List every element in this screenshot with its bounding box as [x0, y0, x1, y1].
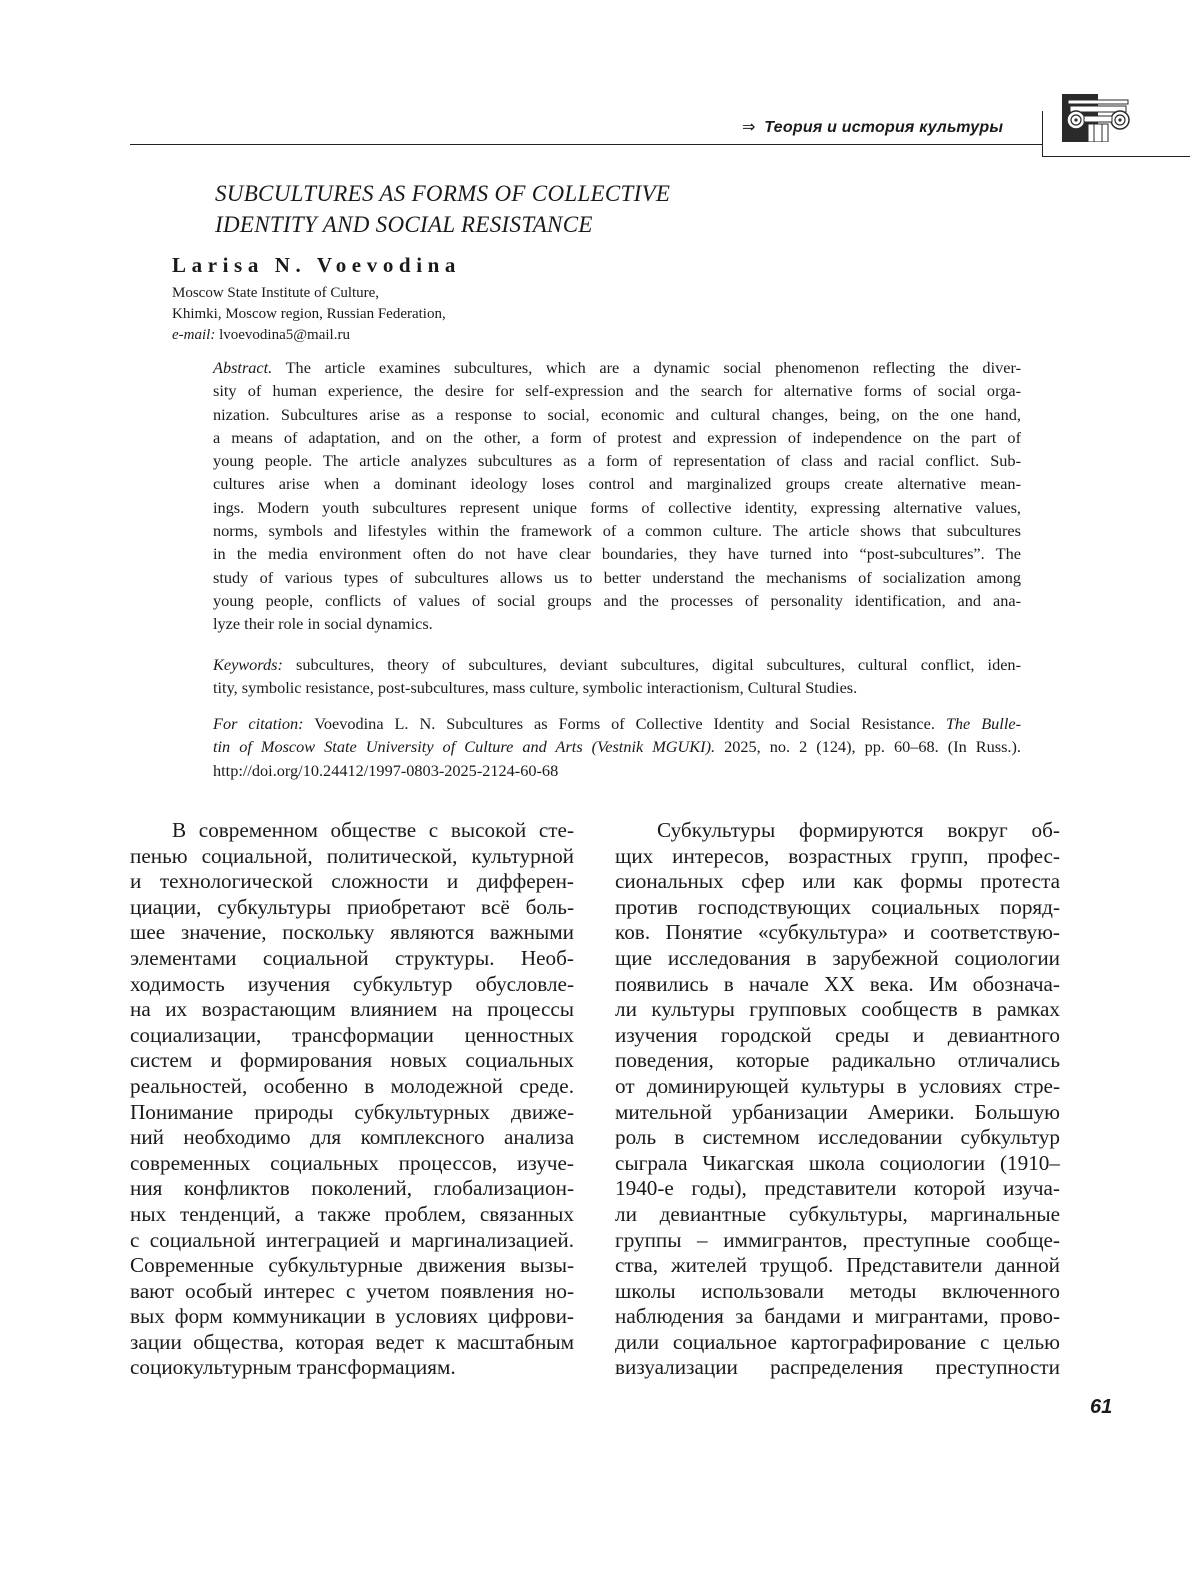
- abstract-line: sity of human experience, the desire for self-expression and the search for alternative forms of social orga-: [213, 381, 1021, 401]
- body-line: поведения, которые радикально отличались: [615, 1048, 1060, 1073]
- body-line: сиональных сфер или как формы протеста: [615, 869, 1060, 894]
- body-line: шее значение, поскольку являются важными: [130, 920, 574, 945]
- header-rule: [130, 144, 1042, 145]
- body-line: современных социальных процессов, изуче-: [130, 1150, 574, 1175]
- body-line: от доминирующей культуры в условиях стре-: [615, 1073, 1060, 1098]
- title-line: IDENTITY AND SOCIAL RESISTANCE: [215, 212, 593, 237]
- body-line: ний необходимо для комплексного анализа: [130, 1125, 574, 1150]
- abstract-line: study of various types of subcultures allows us to better understand the mechanisms of socialization among: [213, 567, 1021, 587]
- body-line: В современном обществе с высокой сте-: [172, 818, 574, 842]
- title-line: SUBCULTURES AS FORMS OF COLLECTIVE: [215, 181, 671, 206]
- page-number: 61: [1090, 1396, 1113, 1418]
- body-line: зации общества, которая ведет к масштабным: [130, 1329, 574, 1354]
- body-line: щих интересов, возрастных групп, профес-: [615, 843, 1060, 868]
- body-line: на их возрастающим влиянием на процессы: [130, 997, 574, 1022]
- body-line: группы – иммигрантов, преступные сообще-: [615, 1227, 1060, 1252]
- body-line: элементами социальной структуры. Необ-: [130, 945, 574, 970]
- header-rule-right: [1042, 156, 1190, 157]
- body-line: вых форм коммуникации в условиях цифрови-: [130, 1304, 574, 1329]
- body-line: изучения городской среды и девиантного: [615, 1022, 1060, 1047]
- body-column-left: [130, 818, 574, 1381]
- body-line: появились в начале XX века. Им обознача-: [615, 971, 1060, 996]
- doi-link[interactable]: http://doi.org/10.24412/1997-0803-2025-2124-60-68: [213, 760, 559, 780]
- body-line: Современные субкультурные движения вызы-: [130, 1253, 574, 1278]
- citation-line: tin of Moscow State University of Culture and Arts (Vestnik MGUKI). 2025, no. 2 (124), pp. 60–68. (In Russ.).: [213, 737, 1021, 757]
- body-line: роль в системном исследовании субкультур: [615, 1125, 1060, 1150]
- body-line: 1940-е годы), представители которой изуча-: [615, 1176, 1060, 1201]
- body-line: ли культуры групповых сообществ в рамках: [615, 997, 1060, 1022]
- email-line: [172, 325, 446, 346]
- email-address[interactable]: lvoevodina5@mail.ru: [219, 327, 350, 343]
- email-label: e-mail:: [172, 327, 216, 343]
- citation: [213, 712, 1021, 782]
- keywords: [213, 653, 1021, 700]
- header-rule-vertical: [1042, 111, 1043, 156]
- body-column-right: [615, 818, 1060, 1381]
- body-line: реальностей, особенно в молодежной среде.: [130, 1073, 574, 1098]
- body-line: ства, жителей трущоб. Представители данной: [615, 1253, 1060, 1278]
- abstract-line: young people, conflicts of values of social groups and the processes of personality identification, and ana-: [213, 590, 1021, 610]
- body-line: наблюдения за бандами и мигрантами, прово-: [615, 1304, 1060, 1329]
- body-line: социализации, трансформации ценностных: [130, 1022, 574, 1047]
- author-affiliation: [172, 283, 446, 346]
- body-line: систем и формирования новых социальных: [130, 1048, 574, 1073]
- body-line: визуализации распределения преступности: [615, 1355, 1060, 1380]
- abstract-line: young people. The article analyzes subcultures as a form of representation of class and racial conflict. Sub-: [213, 451, 1021, 471]
- body-line: ходимость изучения субкультур обусловле-: [130, 971, 574, 996]
- abstract-line: ings. Modern youth subcultures represent unique forms of collective identity, expressing alternative values,: [213, 497, 1021, 517]
- body-line: циации, субкультуры приобретают всё боль-: [130, 894, 574, 919]
- abstract-line: Abstract. The article examines subcultures, which are a dynamic social phenomenon reflecting the diver-: [213, 358, 1021, 377]
- abstract-label: Abstract.: [213, 358, 273, 377]
- running-header: [742, 117, 1032, 137]
- abstract-line: in the media environment often do not have clear boundaries, they have turned into “post-subcultures”. The: [213, 544, 1021, 564]
- body-line: сыграла Чикагская школа социологии (1910–: [615, 1150, 1060, 1175]
- affiliation-line: Khimki, Moscow region, Russian Federation,: [172, 306, 446, 322]
- article-title: [215, 178, 915, 240]
- body-line: ли девиантные субкультуры, маргинальные: [615, 1201, 1060, 1226]
- body-line: Субкультуры формируются вокруг об-: [657, 818, 1060, 842]
- abstract-line: nization. Subcultures arise as a response to social, economic and cultural changes, being, on the one hand,: [213, 404, 1021, 424]
- body-line: пенью социальной, политической, культурной: [130, 843, 574, 868]
- body-line: ков. Понятие «субкультура» и соответствую-: [615, 920, 1060, 945]
- body-line: против господствующих социальных поряд-: [615, 894, 1060, 919]
- body-line: вают особый интерес с учетом появления но-: [130, 1278, 574, 1303]
- abstract-line: lyze their role in social dynamics.: [213, 614, 433, 634]
- keywords-line: tity, symbolic resistance, post-subcultures, mass culture, symbolic interactionism, Cultural Studies.: [213, 678, 858, 698]
- body-line: дили социальное картографирование с целью: [615, 1329, 1060, 1354]
- body-line: с социальной интеграцией и маргинализацией.: [130, 1227, 574, 1252]
- citation-line: For citation: Voevodina L. N. Subcultures as Forms of Collective Identity and Social Resistance. The Bulle-: [213, 714, 1021, 733]
- abstract-line: norms, symbols and lifestyles within the framework of a common culture. The article shows that subcultures: [213, 521, 1021, 541]
- abstract-line: a means of adaptation, and on the other, a form of protest and expression of independence on the part of: [213, 427, 1021, 447]
- body-line: ния конфликтов поколений, глобализацион-: [130, 1176, 574, 1201]
- abstract-line: cultures arise when a dominant ideology loses control and marginalized groups create alternative mean-: [213, 474, 1021, 494]
- body-line: щие исследования в зарубежной социологии: [615, 945, 1060, 970]
- author-name: Larisa N. Voevodina: [172, 253, 462, 277]
- arrow-right-icon: ⇒: [742, 119, 756, 136]
- body-line: социокультурным трансформациям.: [130, 1355, 456, 1380]
- body-line: Понимание природы субкультурных движе-: [130, 1099, 574, 1124]
- keywords-line: Keywords: subcultures, theory of subcultures, deviant subcultures, digital subcultures, cultural conflict, iden-: [213, 655, 1021, 674]
- abstract: [213, 356, 1021, 636]
- body-line: и технологической сложности и дифферен-: [130, 869, 574, 894]
- section-title: Теория и история культуры: [764, 119, 1004, 136]
- keywords-label: Keywords:: [213, 655, 283, 674]
- ionic-capital-logo-icon: [1062, 94, 1134, 142]
- affiliation-line: Moscow State Institute of Culture,: [172, 285, 380, 301]
- citation-label: For citation:: [213, 714, 304, 733]
- body-line: школы использовали методы включенного: [615, 1278, 1060, 1303]
- body-line: мительной урбанизации Америки. Большую: [615, 1099, 1060, 1124]
- body-line: ных тенденций, а также проблем, связанных: [130, 1201, 574, 1226]
